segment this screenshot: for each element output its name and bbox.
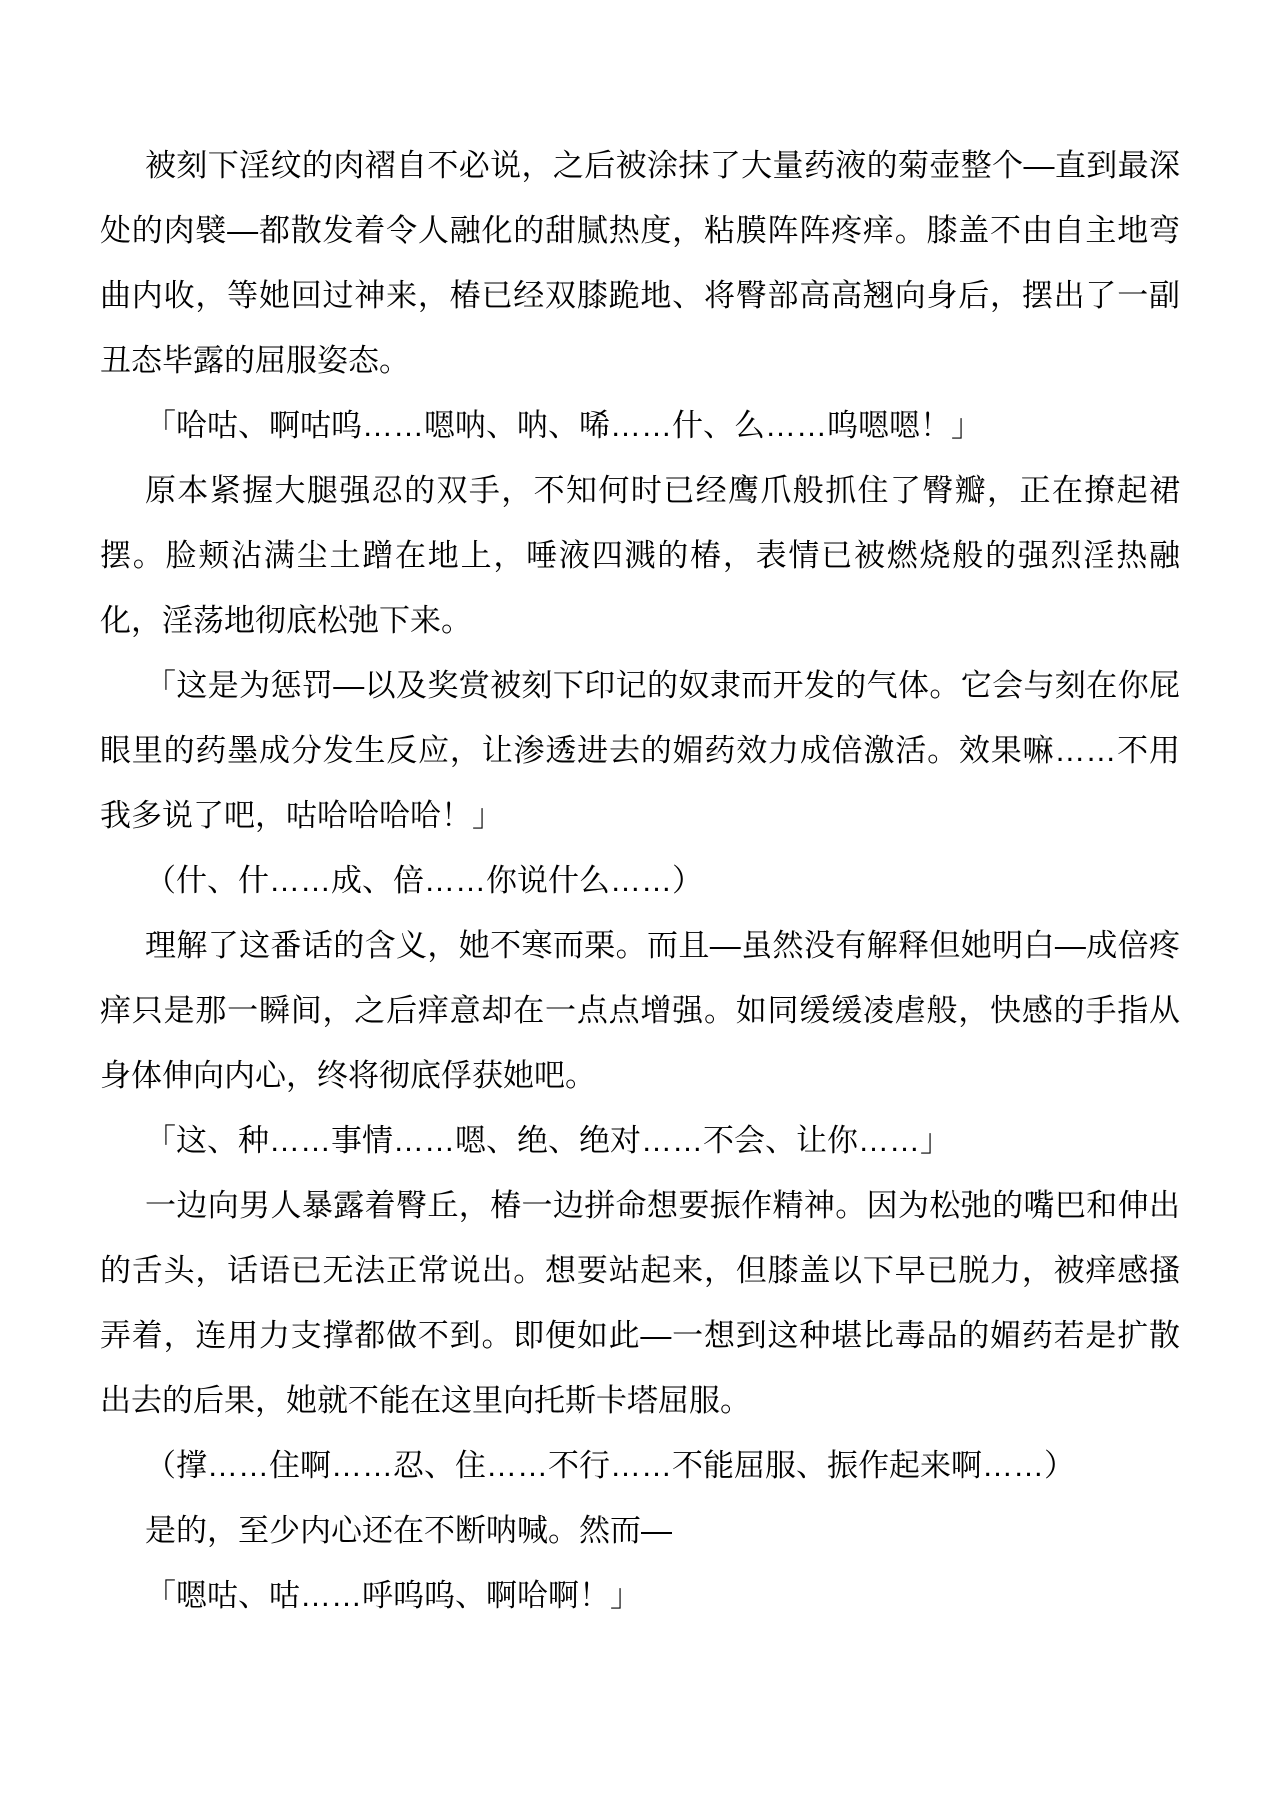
- paragraph: 理解了这番话的含义，她不寒而栗。而且—虽然没有解释但她明白—成倍疼痒只是那一瞬间，之后痒意却在一点点增强。如同缓缓凌虐般，快感的手指从身体伸向内心，终将彻底俘获她吧。: [100, 928, 1180, 1093]
- dialogue-line: 「哈咕、啊咕呜……嗯呐、呐、唏……什、么……呜嗯嗯！」: [145, 408, 982, 443]
- dialogue-line: 「这是为惩罚—以及奖赏被刻下印记的奴隶而开发的气体。它会与刻在你屁眼里的药墨成分发生反应，让渗透进去的媚药效力成倍激活。效果嘛……不用我多说了吧，咕哈哈哈哈！」: [100, 668, 1180, 833]
- paragraph: 是的，至少内心还在不断呐喊。然而—: [145, 1513, 672, 1548]
- inner-monologue-line: （撑……住啊……忍、住……不行……不能屈服、振作起来啊……）: [145, 1448, 1075, 1483]
- paragraph: 被刻下淫纹的肉褶自不必说，之后被涂抹了大量药液的菊壶整个—直到最深处的肉襞—都散发着令人融化的甜腻热度，粘膜阵阵疼痒。膝盖不由自主地弯曲内收，等她回过神来，椿已经双膝跪地、将臀部高高翘向身后，摆出了一副丑态毕露的屈服姿态。: [100, 148, 1180, 378]
- paragraph: 一边向男人暴露着臀丘，椿一边拼命想要振作精神。因为松弛的嘴巴和伸出的舌头，话语已无法正常说出。想要站起来，但膝盖以下早已脱力，被痒感搔弄着，连用力支撑都做不到。即便如此—一想到这种堪比毒品的媚药若是扩散出去的后果，她就不能在这里向托斯卡塔屈服。: [100, 1188, 1180, 1418]
- dialogue-line: 「嗯咕、咕……呼呜呜、啊哈啊！」: [145, 1578, 641, 1613]
- paragraph: 原本紧握大腿强忍的双手，不知何时已经鹰爪般抓住了臀瓣，正在撩起裙摆。脸颊沾满尘土蹭在地上，唾液四溅的椿，表情已被燃烧般的强烈淫热融化，淫荡地彻底松弛下来。: [100, 473, 1180, 638]
- inner-monologue-line: （什、什……成、倍……你说什么……）: [145, 863, 703, 898]
- dialogue-line: 「这、种……事情……嗯、绝、绝对……不会、让你……」: [145, 1123, 951, 1158]
